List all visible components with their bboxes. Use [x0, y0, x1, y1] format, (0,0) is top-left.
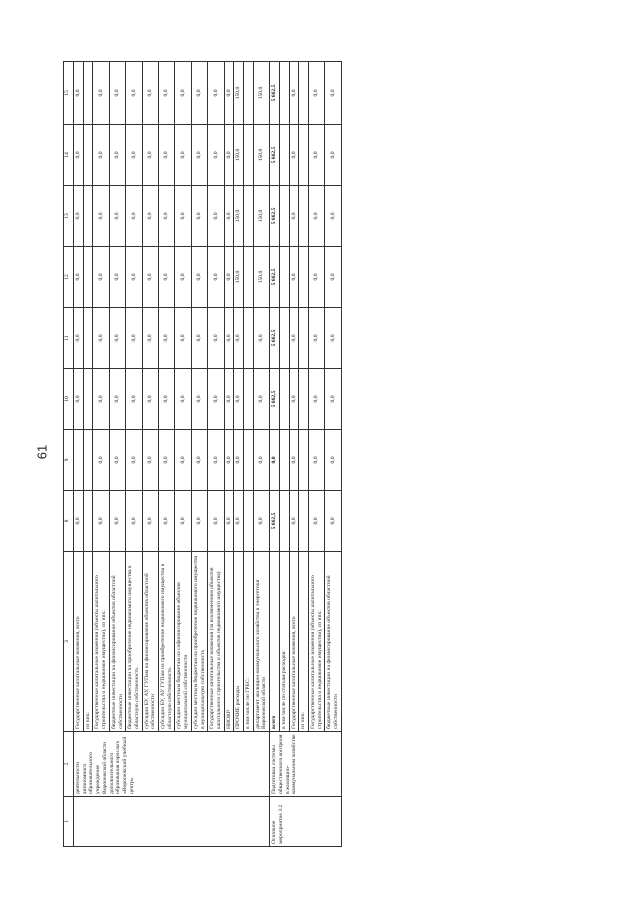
value-cell: 0,0	[325, 430, 341, 491]
value-cell: 0,0	[159, 369, 175, 430]
table-row	[191, 62, 207, 847]
value-cell: 0,0	[308, 430, 324, 491]
value-cell: 0,0	[159, 430, 175, 491]
value-cell: 0,0	[308, 62, 324, 125]
value-cell	[83, 369, 93, 430]
value-cell: 0,0	[253, 430, 269, 491]
value-cell	[83, 308, 93, 369]
value-cell: 0,0	[74, 308, 84, 369]
value-cell: 0,0	[175, 125, 191, 186]
value-cell: 0,0	[191, 491, 207, 552]
value-cell: 0,0	[93, 369, 109, 430]
row-label: бюджетные инвестиции на приобретение недвижимого имущества в областную собственность	[126, 552, 142, 732]
value-cell	[299, 125, 309, 186]
value-cell	[279, 491, 289, 552]
value-cell: 0,0	[142, 125, 158, 186]
value-cell: 0,0	[109, 62, 125, 125]
value-cell: 0,0	[191, 125, 207, 186]
value-cell: 0,0	[191, 308, 207, 369]
table-row	[253, 62, 269, 847]
value-cell: 0,0	[224, 247, 234, 308]
value-cell	[279, 308, 289, 369]
value-cell: 0,0	[159, 125, 175, 186]
value-cell: 0,0	[175, 369, 191, 430]
row-label: в том числе по статьям расходов:	[279, 552, 289, 732]
value-cell	[244, 125, 254, 186]
column-header: 3	[64, 552, 74, 732]
row-label: Государственные капитальные вложения, всего	[289, 552, 299, 732]
value-cell: 0,0	[74, 247, 84, 308]
value-cell: 0,0	[142, 491, 158, 552]
value-cell: 0,0	[126, 430, 142, 491]
value-cell	[74, 430, 84, 491]
value-cell: 0,0	[191, 369, 207, 430]
value-cell: 0,0	[234, 430, 244, 491]
value-cell: 150,0	[253, 125, 269, 186]
table-row	[175, 62, 191, 847]
value-cell: 0,0	[208, 369, 224, 430]
value-cell	[83, 62, 93, 125]
value-cell: 0,0	[93, 186, 109, 247]
value-cell: 0,0	[289, 125, 299, 186]
value-cell: 0,0	[175, 186, 191, 247]
value-cell: 0,0	[126, 62, 142, 125]
table-row	[308, 62, 324, 847]
value-cell: 0,0	[109, 125, 125, 186]
value-cell: 150,0	[253, 186, 269, 247]
table-row	[93, 62, 109, 847]
value-cell: 150,0	[234, 125, 244, 186]
value-cell: 0,0	[142, 186, 158, 247]
row-label: в том числе по ГРБС:	[244, 552, 254, 732]
table-row	[159, 62, 175, 847]
value-cell: 0,0	[175, 62, 191, 125]
value-cell	[299, 62, 309, 125]
table-row	[244, 62, 254, 847]
budget-table	[63, 61, 342, 847]
value-cell	[299, 186, 309, 247]
value-cell: 0,0	[109, 308, 125, 369]
row-label: Государственные капитальные вложения (объекты капитального строительства и недвижимое имущество), из них:	[308, 552, 324, 732]
value-cell: 0,0	[289, 186, 299, 247]
value-cell: 0,0	[325, 247, 341, 308]
value-cell: 0,0	[142, 369, 158, 430]
table-row	[126, 62, 142, 847]
value-cell: 0,0	[234, 308, 244, 369]
value-cell: 0,0	[270, 430, 280, 491]
value-cell: 0,0	[191, 247, 207, 308]
value-cell: 0,0	[191, 62, 207, 125]
value-cell: 150,0	[234, 247, 244, 308]
value-cell: 0,0	[93, 62, 109, 125]
value-cell: 5 662,5	[270, 247, 280, 308]
value-cell: 0,0	[224, 369, 234, 430]
column-header-row	[64, 62, 74, 847]
row-label: субсидии местным бюджетам на софинансирование объектов муниципальной собственности	[175, 552, 191, 732]
column-header: 11	[64, 308, 74, 369]
value-cell: 5 662,5	[270, 308, 280, 369]
value-cell	[244, 247, 254, 308]
row-label: из них:	[83, 552, 93, 732]
column-header: 15	[64, 62, 74, 125]
table-row	[208, 62, 224, 847]
value-cell: 0,0	[289, 247, 299, 308]
value-cell	[83, 430, 93, 491]
column-header: 14	[64, 125, 74, 186]
row-label: Государственные капитальные вложения, всего	[74, 552, 84, 732]
value-cell	[244, 491, 254, 552]
value-cell	[279, 430, 289, 491]
block-b-measure-cell: Основное мероприятие 3.2	[270, 797, 342, 847]
table-row	[83, 62, 93, 847]
column-header: 10	[64, 369, 74, 430]
value-cell: 0,0	[289, 369, 299, 430]
value-cell: 150,0	[234, 186, 244, 247]
value-cell: 0,0	[175, 430, 191, 491]
value-cell: 0,0	[109, 430, 125, 491]
value-cell: 0,0	[325, 125, 341, 186]
value-cell: 0,0	[308, 491, 324, 552]
table-row	[325, 62, 341, 847]
value-cell: 0,0	[74, 369, 84, 430]
column-header: 2	[64, 732, 74, 797]
page-number: 61	[34, 444, 50, 460]
value-cell	[244, 369, 254, 430]
value-cell: 0,0	[142, 430, 158, 491]
value-cell: 0,0	[93, 430, 109, 491]
row-label: Государственные капитальные вложения (за исключением объектов капитального строительства и объектов недвижимого имущества)	[208, 552, 224, 732]
value-cell: 0,0	[74, 491, 84, 552]
value-cell: 0,0	[208, 62, 224, 125]
value-cell: 0,0	[325, 491, 341, 552]
value-cell: 5 662,5	[270, 125, 280, 186]
value-cell: 0,0	[224, 491, 234, 552]
value-cell: 0,0	[142, 247, 158, 308]
value-cell: 0,0	[74, 186, 84, 247]
value-cell	[244, 186, 254, 247]
rotated-table-wrapper	[63, 62, 508, 847]
value-cell: 0,0	[208, 430, 224, 491]
value-cell: 0,0	[234, 369, 244, 430]
value-cell	[299, 247, 309, 308]
row-label: департамент жилищно-коммунального хозяйства и энергетики Воронежской области	[253, 552, 269, 732]
table-row	[109, 62, 125, 847]
value-cell: 0,0	[224, 186, 234, 247]
value-cell	[279, 247, 289, 308]
value-cell: 0,0	[325, 62, 341, 125]
row-label: бюджетные инвестиции на финансирование объектов областной собственности	[109, 552, 125, 732]
column-header: 8	[64, 491, 74, 552]
value-cell: 0,0	[142, 62, 158, 125]
row-label: из них:	[299, 552, 309, 732]
value-cell: 5 662,5	[270, 186, 280, 247]
value-cell: 0,0	[93, 491, 109, 552]
value-cell	[279, 186, 289, 247]
value-cell: 0,0	[142, 308, 158, 369]
value-cell: 0,0	[253, 369, 269, 430]
column-header: 9	[64, 430, 74, 491]
value-cell: 0,0	[126, 247, 142, 308]
value-cell: 150,0	[253, 62, 269, 125]
value-cell	[83, 247, 93, 308]
block-a-name-cell: деятельности автономного образовательного учреждения Воронежской области дополнительного образования взрослых «Воронежский учебный центр»	[74, 732, 270, 797]
value-cell: 0,0	[74, 62, 84, 125]
value-cell	[279, 369, 289, 430]
value-cell: 0,0	[308, 247, 324, 308]
value-cell	[83, 125, 93, 186]
table-canvas	[63, 62, 508, 847]
value-cell: 0,0	[208, 308, 224, 369]
value-cell: 0,0	[159, 491, 175, 552]
value-cell: 0,0	[208, 125, 224, 186]
value-cell: 0,0	[289, 308, 299, 369]
value-cell: 0,0	[93, 125, 109, 186]
value-cell: 0,0	[234, 491, 244, 552]
value-cell	[299, 369, 309, 430]
value-cell	[299, 308, 309, 369]
row-label: субсидии БУ, АУ ГУПам на приобретение недвижимого имущества в областную собственность	[159, 552, 175, 732]
value-cell	[83, 491, 93, 552]
value-cell: 0,0	[191, 186, 207, 247]
value-cell: 0,0	[208, 491, 224, 552]
value-cell	[299, 491, 309, 552]
value-cell: 0,0	[126, 491, 142, 552]
value-cell: 0,0	[109, 491, 125, 552]
column-header: 13	[64, 186, 74, 247]
value-cell: 0,0	[308, 125, 324, 186]
value-cell: 0,0	[325, 308, 341, 369]
value-cell: 0,0	[224, 308, 234, 369]
block-a-col1-cell	[74, 797, 270, 847]
value-cell: 0,0	[224, 125, 234, 186]
value-cell: 0,0	[109, 186, 125, 247]
table-row	[289, 62, 299, 847]
value-cell: 5 662,5	[270, 369, 280, 430]
value-cell	[244, 62, 254, 125]
value-cell: 0,0	[224, 430, 234, 491]
value-cell: 0,0	[93, 308, 109, 369]
table-row	[270, 62, 280, 847]
value-cell: 0,0	[253, 491, 269, 552]
value-cell: 5 662,5	[270, 491, 280, 552]
row-label: всего	[270, 552, 280, 732]
value-cell: 0,0	[253, 308, 269, 369]
row-label: ПРОЧИЕ расходы	[234, 552, 244, 732]
value-cell: 150,0	[253, 247, 269, 308]
value-cell	[244, 308, 254, 369]
value-cell: 0,0	[126, 308, 142, 369]
value-cell: 5 662,5	[270, 62, 280, 125]
value-cell	[244, 430, 254, 491]
column-header: 1	[64, 797, 74, 847]
value-cell: 0,0	[175, 308, 191, 369]
value-cell: 0,0	[208, 247, 224, 308]
row-label: Государственные капитальные вложения (объекты капитального строительства и недвижимое имущество), из них:	[93, 552, 109, 732]
value-cell: 0,0	[308, 186, 324, 247]
value-cell	[279, 62, 289, 125]
row-label: субсидии местным бюджетам на приобретение недвижимого имущества в муниципальную собственность	[191, 552, 207, 732]
value-cell: 0,0	[126, 125, 142, 186]
table-row	[74, 62, 84, 847]
value-cell: 0,0	[289, 430, 299, 491]
value-cell: 0,0	[109, 247, 125, 308]
value-cell	[83, 186, 93, 247]
value-cell: 0,0	[159, 186, 175, 247]
row-label: бюджетные инвестиции на финансирование объектов областной собственности	[325, 552, 341, 732]
value-cell: 0,0	[191, 430, 207, 491]
value-cell: 0,0	[109, 369, 125, 430]
value-cell: 0,0	[126, 369, 142, 430]
table-row	[234, 62, 244, 847]
value-cell: 0,0	[74, 125, 84, 186]
value-cell: 150,0	[234, 62, 244, 125]
value-cell: 0,0	[325, 186, 341, 247]
table-row	[142, 62, 158, 847]
value-cell: 0,0	[126, 186, 142, 247]
value-cell: 0,0	[159, 247, 175, 308]
table-row	[224, 62, 234, 847]
value-cell: 0,0	[159, 62, 175, 125]
value-cell: 0,0	[175, 491, 191, 552]
value-cell: 0,0	[289, 62, 299, 125]
value-cell: 0,0	[208, 186, 224, 247]
value-cell: 0,0	[308, 369, 324, 430]
value-cell: 0,0	[175, 247, 191, 308]
row-label: НИОКР	[224, 552, 234, 732]
table-row	[299, 62, 309, 847]
value-cell: 0,0	[325, 369, 341, 430]
value-cell: 0,0	[289, 491, 299, 552]
value-cell: 0,0	[224, 62, 234, 125]
table-row	[279, 62, 289, 847]
value-cell	[299, 430, 309, 491]
row-label: субсидии БУ, АУ, ГУПам на финансирование объектов областной собственности	[142, 552, 158, 732]
value-cell	[279, 125, 289, 186]
value-cell: 0,0	[159, 308, 175, 369]
block-b-name-cell: Подготовка системы общественного контроля в жилищно-коммунальном хозяйстве	[270, 732, 342, 797]
value-cell: 0,0	[93, 247, 109, 308]
value-cell: 0,0	[308, 308, 324, 369]
column-header: 12	[64, 247, 74, 308]
